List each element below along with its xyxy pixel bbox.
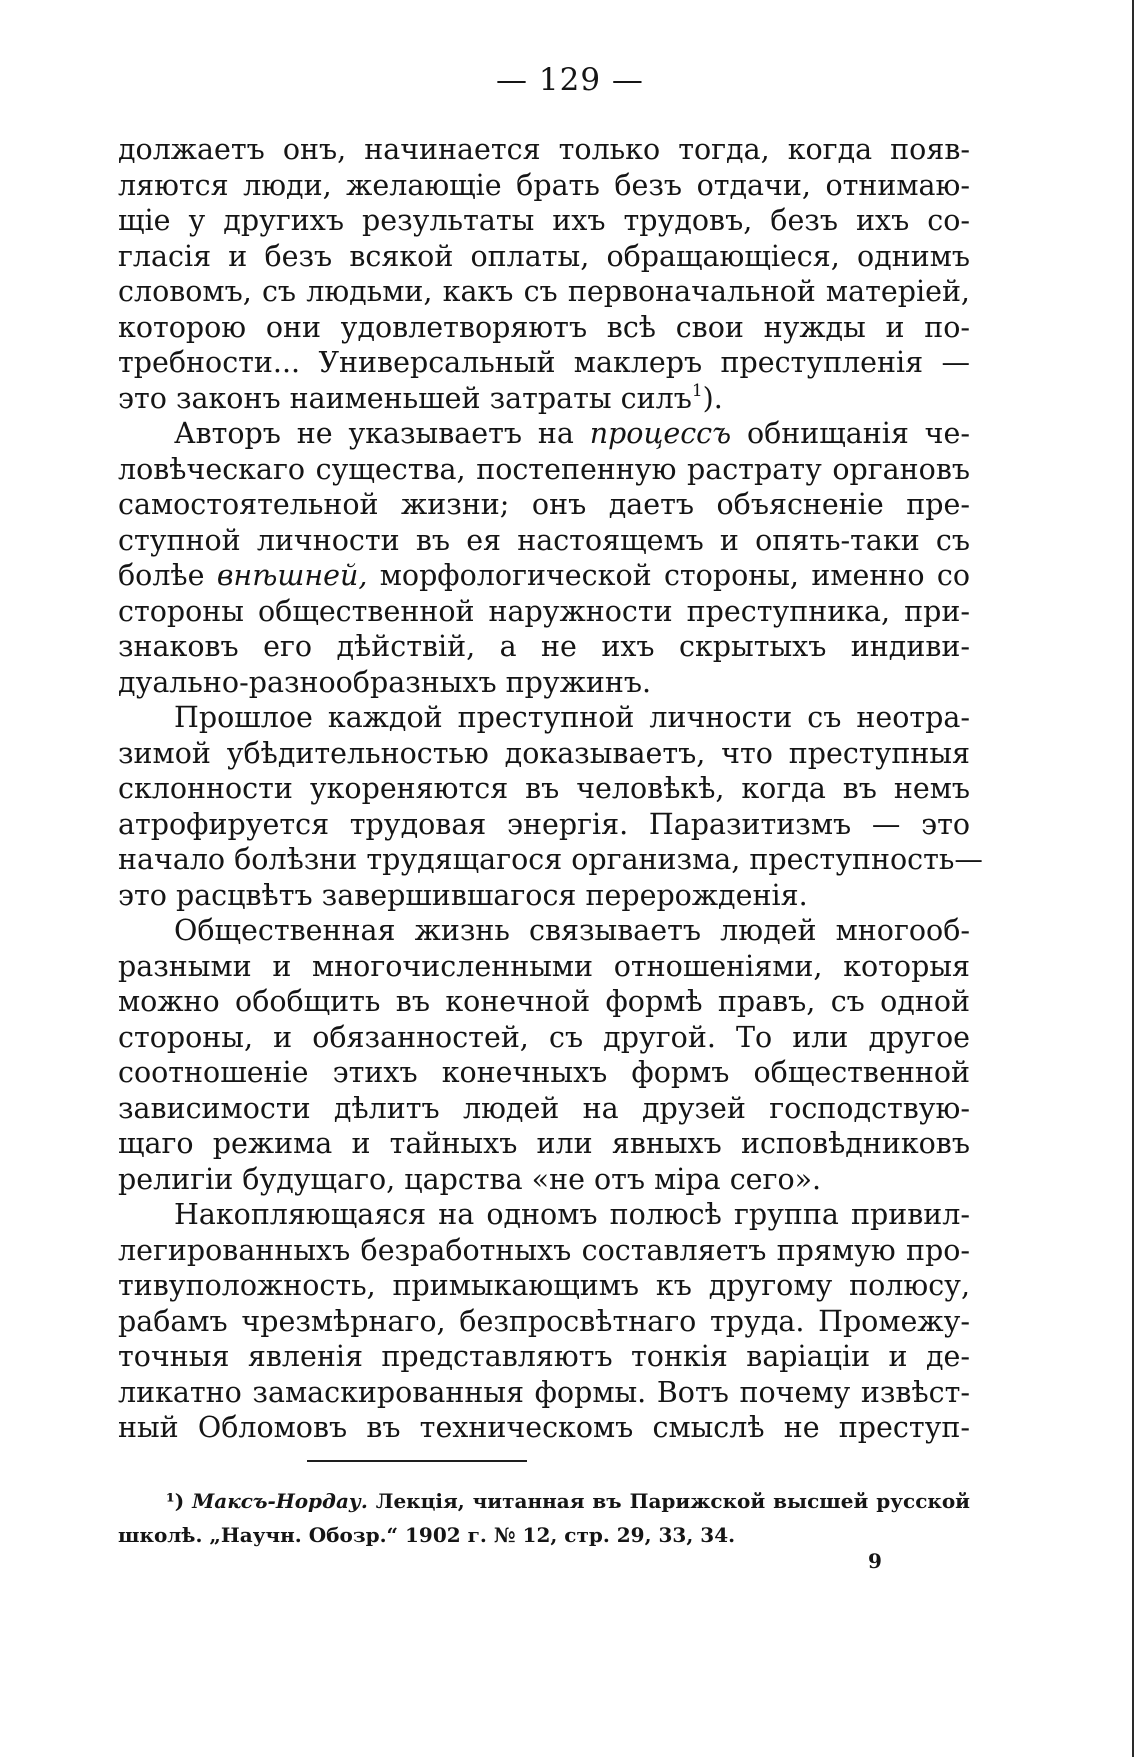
text-line <box>118 807 970 843</box>
text-line-content: самостоятельной жизни; онъ даетъ объясненіе пре- <box>118 488 970 521</box>
page-number: — 129 — <box>496 62 644 98</box>
text-line-content: тивуположность, примыкающимъ къ другому полюсу, <box>118 1269 970 1302</box>
text-line <box>118 1091 970 1127</box>
footnote-reference: 1 <box>691 380 703 401</box>
text-line-content: ступной личности въ ея настоящемъ и опять-таки съ <box>118 523 970 557</box>
text-line <box>118 310 970 346</box>
text-line-content: точныя явленія представляютъ тонкія варіаціи и де- <box>118 1340 970 1373</box>
emphasized-word: внѣшней, <box>216 559 368 592</box>
text-line-content: стороны, и обязанностей, съ другой. То или другое <box>118 1020 970 1054</box>
text-line <box>118 1304 970 1340</box>
text-line <box>118 1126 970 1162</box>
text-line-content: стороны общественной наружности преступника, при- <box>118 594 970 628</box>
text-line <box>118 736 970 772</box>
text-line <box>118 1197 970 1233</box>
text-line-content: легированныхъ безработныхъ составляетъ прямую про- <box>118 1233 970 1267</box>
text-line <box>118 274 970 310</box>
text-line-content: ный Обломовъ въ техническомъ смыслѣ не преступ- <box>118 1411 970 1444</box>
text-line <box>118 345 970 381</box>
text-line-prefix: болѣе <box>118 559 217 592</box>
text-line-content: это законъ наименьшей затраты силъ <box>118 381 692 415</box>
text-line-content: ловѣческаго существа, постепенную растрату органовъ <box>118 452 970 486</box>
text-line-content: словомъ, съ людьми, какъ съ первоначальной матеріей, <box>118 275 970 308</box>
text-line <box>118 523 970 559</box>
text-line-content: щіе у другихъ результаты ихъ трудовъ, безъ ихъ со- <box>118 204 970 237</box>
text-line-content: атрофируется трудовая энергія. Паразитизмъ — это <box>118 807 970 841</box>
footnote-text-1: Лекція, читанная въ Парижской высшей русской <box>367 1489 971 1513</box>
signature-mark: 9 <box>868 1549 882 1573</box>
text-line <box>118 1375 970 1411</box>
text-line <box>118 1410 970 1446</box>
text-line-content: знаковъ его дѣйствій, а не ихъ скрытыхъ индиви- <box>118 630 970 663</box>
text-line <box>118 239 970 275</box>
emphasized-word: процессъ <box>589 417 732 450</box>
text-line-content: гласія и безъ всякой оплаты, обращающіеся, однимъ <box>118 239 970 273</box>
text-line <box>118 629 970 665</box>
text-line-content: которою они удовлетворяютъ всѣ свои нужды и по- <box>118 310 970 344</box>
text-line <box>118 771 970 807</box>
body-text <box>118 132 983 1446</box>
footnote-line-1 <box>118 1484 970 1518</box>
text-line-content: соотношеніе этихъ конечныхъ формъ общественной <box>118 1056 970 1089</box>
text-line <box>118 132 970 168</box>
text-line <box>118 1268 970 1304</box>
text-line-tail: ). <box>702 381 723 415</box>
page-edge <box>1132 0 1134 1757</box>
text-line <box>118 558 970 594</box>
text-line <box>118 381 970 417</box>
text-line <box>118 168 970 204</box>
text-line <box>118 1055 970 1091</box>
text-line <box>118 203 970 239</box>
text-line-content: это расцвѣтъ завершившагося перерожденія. <box>118 878 808 912</box>
footnote-author: Максъ-Нордау. <box>192 1489 368 1513</box>
text-line-content: разными и многочисленными отношеніями, которыя <box>118 949 970 983</box>
text-line <box>118 878 970 914</box>
text-line <box>118 1162 970 1198</box>
text-line-content: зимой убѣдительностью доказываетъ, что преступныя <box>118 736 970 770</box>
text-line <box>118 913 970 949</box>
footnote-marker: ¹) <box>166 1489 185 1513</box>
text-line-content: рабамъ чрезмѣрнаго, безпросвѣтнаго труда. Промежу- <box>118 1304 970 1338</box>
text-line-content: дуально-разнообразныхъ пружинъ. <box>118 665 652 699</box>
text-line <box>118 1020 970 1056</box>
text-line <box>118 416 970 452</box>
text-line <box>118 452 970 488</box>
text-line-content: ликатно замаскированныя формы. Вотъ почему извѣст- <box>118 1375 970 1409</box>
text-line-content: обнищанія че- <box>731 417 970 450</box>
text-line <box>118 700 970 736</box>
text-line-content: Прошлое каждой преступной личности съ неотра- <box>174 701 970 734</box>
text-line <box>118 984 970 1020</box>
text-line <box>118 1339 970 1375</box>
text-line-content: требности... Универсальный маклеръ преступленія — <box>118 346 970 379</box>
text-line <box>118 665 970 701</box>
text-line-content: должаетъ онъ, начинается только тогда, когда появ- <box>118 133 970 166</box>
text-line-content: зависимости дѣлитъ людей на друзей господствую- <box>118 1091 970 1125</box>
text-line-prefix: Авторъ не указываетъ на <box>174 417 590 450</box>
footnote-line-2: школѣ. „Научн. Обозр.“ 1902 г. № 12, стр. 29, 33, 34. <box>118 1523 736 1547</box>
footnote-rule <box>307 1460 527 1462</box>
text-line-content: религіи будущаго, царства «не отъ міра сего». <box>118 1162 822 1196</box>
text-line-content: начало болѣзни трудящагося организма, преступность— <box>118 843 983 876</box>
text-line-content: можно обобщить въ конечной формѣ правъ, съ одной <box>118 985 970 1018</box>
text-line <box>118 949 970 985</box>
text-line-content: ляются люди, желающіе брать безъ отдачи, отнимаю- <box>118 168 970 202</box>
text-line <box>118 487 970 523</box>
text-line-content: склонности укореняются въ человѣкѣ, когда въ немъ <box>118 772 970 805</box>
footnote <box>118 1484 970 1552</box>
text-line <box>118 842 983 878</box>
text-line <box>118 1233 970 1269</box>
text-line-content: морфологической стороны, именно со <box>367 559 970 592</box>
text-line-content: Общественная жизнь связываетъ людей многооб- <box>174 914 970 947</box>
text-line <box>118 594 970 630</box>
text-line-content: щаго режима и тайныхъ или явныхъ исповѣдниковъ <box>118 1127 970 1160</box>
text-line-content: Накопляющаяся на одномъ полюсѣ группа привил- <box>174 1198 970 1231</box>
